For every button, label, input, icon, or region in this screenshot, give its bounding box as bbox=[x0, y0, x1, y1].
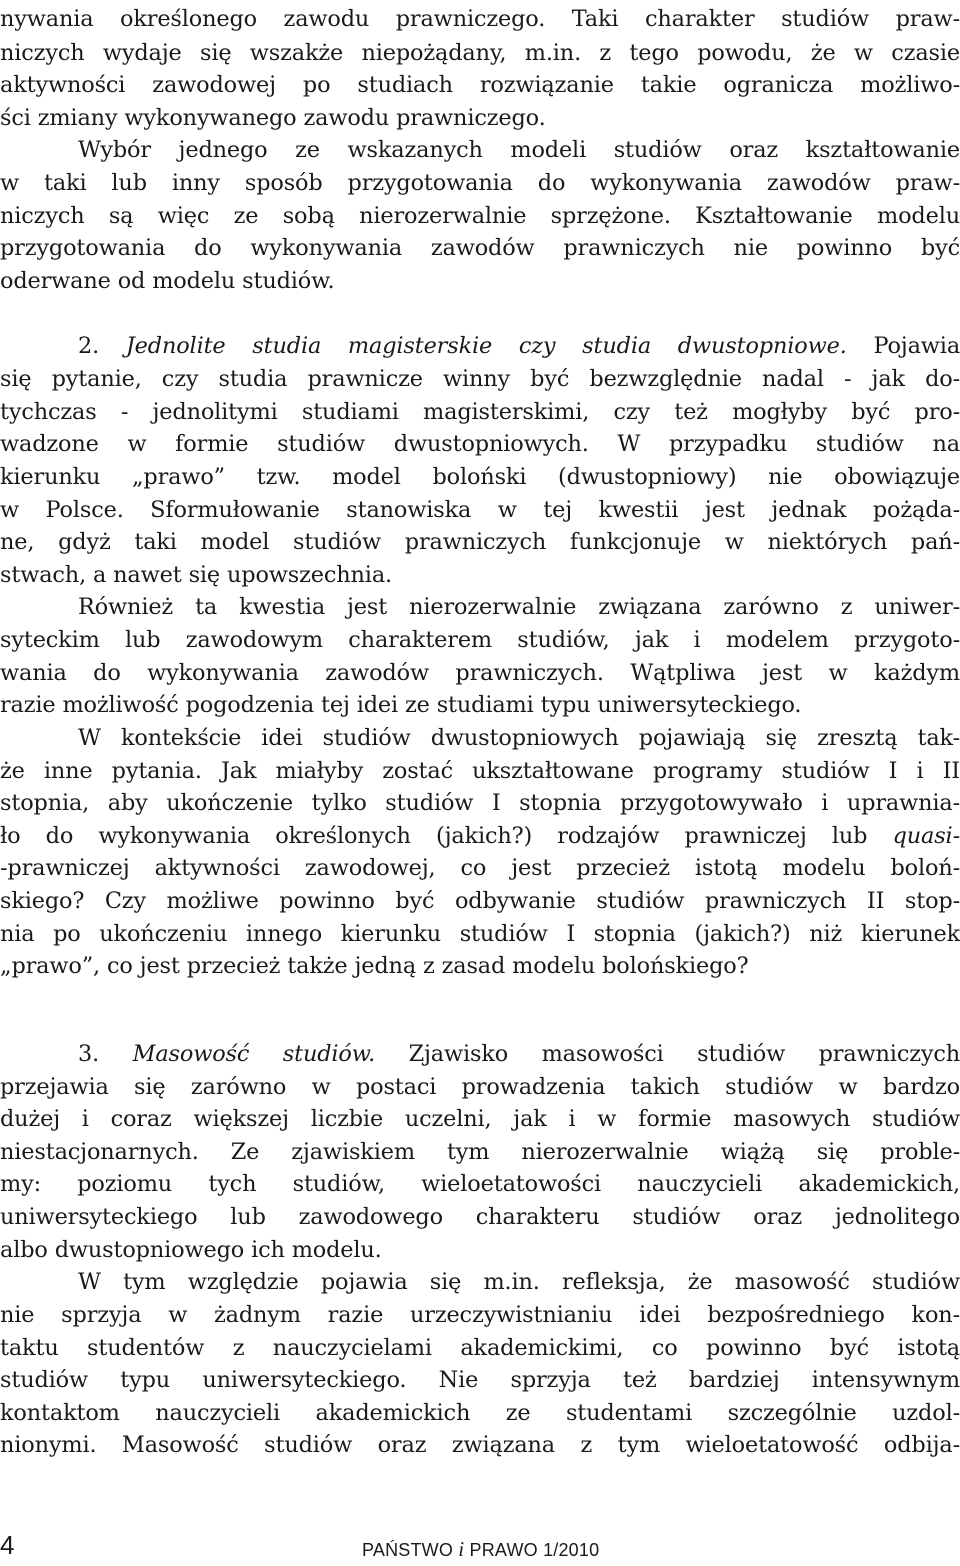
journal-title-part: PRAWO 1/2010 bbox=[464, 1540, 600, 1560]
text-line: razie możliwość pogodzenia tej idei ze studiami typu uniwersyteckiego. bbox=[0, 692, 802, 718]
journal-title-italic: i bbox=[458, 1537, 465, 1561]
text-line: niestacjonarnych. Ze zjawiskiem tym nierozerwalnie wiążą się proble- bbox=[0, 1139, 960, 1165]
text-line: tychczas - jednolitymi studiami magisterskimi, czy też mogłyby być pro- bbox=[0, 399, 960, 425]
text-line: przygotowania do wykonywania zawodów prawniczych nie powinno być bbox=[0, 235, 960, 261]
text-line: w taki lub inny sposób przygotowania do wykonywania zawodów praw- bbox=[0, 170, 960, 196]
text-line: albo dwustopniowego ich modelu. bbox=[0, 1237, 382, 1263]
text-line: nie sprzyja w żadnym razie urzeczywistnianiu idei bezpośredniego kon- bbox=[0, 1302, 960, 1328]
text-line: kontaktom nauczycieli akademickich ze studentami szczególnie uzdol- bbox=[0, 1400, 960, 1426]
text-line: nia po ukończeniu innego kierunku studiów I stopnia (jakich?) niż kierunek bbox=[0, 921, 960, 947]
text-line: my: poziomu tych studiów, wieloetatowości nauczycieli akademickich, bbox=[0, 1171, 960, 1197]
section-number: 3. bbox=[78, 1041, 133, 1067]
text-line: ne, gdyż taki model studiów prawniczych funkcjonuje w niektórych pań- bbox=[0, 529, 960, 555]
text-line: syteckim lub zawodowym charakterem studiów, jak i modelem przygoto- bbox=[0, 627, 960, 653]
text-line: W tym względzie pojawia się m.in. refleksja, że masowość studiów bbox=[78, 1269, 960, 1295]
journal-title-part: PAŃSTWO bbox=[362, 1540, 459, 1560]
text-line: niczych wydaje się wszakże niepożądany, m.in. z tego powodu, że w czasie bbox=[0, 40, 960, 66]
text-line: nionymi. Masowość studiów oraz związana z tym wieloetatowość odbija- bbox=[0, 1432, 960, 1458]
text-line: studiów typu uniwersyteckiego. Nie sprzyja też bardziej intensywnym bbox=[0, 1367, 960, 1393]
italic-word: quasi bbox=[892, 823, 953, 849]
section-heading-2 bbox=[78, 329, 960, 363]
text-segment: ło do wykonywania określonych (jakich?) rodzajów prawniczej lub bbox=[0, 823, 893, 849]
text-line: „prawo”, co jest przecież także jedną z zasad modelu bolońskiego? bbox=[0, 953, 749, 979]
text-line: ści zmiany wykonywanego zawodu prawniczego. bbox=[0, 105, 546, 131]
text-line: oderwane od modelu studiów. bbox=[0, 268, 335, 294]
text-line: stwach, a nawet się upowszechnia. bbox=[0, 562, 392, 588]
text-line: dużej i coraz większej liczbie uczelni, jak i w formie masowych studiów bbox=[0, 1106, 960, 1132]
section-number: 2. bbox=[78, 333, 126, 359]
text-line: się pytanie, czy studia prawnicze winny być bezwzględnie nadal - jak do- bbox=[0, 366, 960, 392]
text-line bbox=[0, 819, 960, 853]
text-line: -prawniczej aktywności zawodowej, co jest przecież istotą modelu boloń- bbox=[0, 855, 960, 881]
section-title: Masowość studiów. bbox=[132, 1041, 376, 1067]
text-line: przejawia się zarówno w postaci prowadzenia takich studiów w bardzo bbox=[0, 1074, 960, 1100]
text-segment: - bbox=[952, 823, 960, 849]
journal-title bbox=[362, 1536, 599, 1563]
text-line: skiego? Czy możliwe powinno być odbywanie studiów prawniczych II stop- bbox=[0, 888, 960, 914]
text-line: kierunku „prawo” tzw. model boloński (dwustopniowy) nie obowiązuje bbox=[0, 464, 960, 490]
text-line: W kontekście idei studiów dwustopniowych pojawiają się zresztą tak- bbox=[78, 725, 960, 751]
text-line: Wybór jednego ze wskazanych modeli studiów oraz kształtowanie bbox=[78, 137, 960, 163]
section-lead-text: Zjawisko masowości studiów prawniczych bbox=[375, 1041, 960, 1067]
text-line: stopnia, aby ukończenie tylko studiów I stopnia przygotowywało i uprawnia- bbox=[0, 790, 960, 816]
page-footer bbox=[0, 1528, 960, 1566]
text-line: Również ta kwestia jest nierozerwalnie związana zarówno z uniwer- bbox=[78, 594, 960, 620]
section-heading-3 bbox=[78, 1037, 960, 1071]
text-line: uniwersyteckiego lub zawodowego charakteru studiów oraz jednolitego bbox=[0, 1204, 960, 1230]
text-line: taktu studentów z nauczycielami akademickimi, co powinno być istotą bbox=[0, 1335, 960, 1361]
text-line: nywania określonego zawodu prawniczego. Taki charakter studiów praw- bbox=[0, 6, 960, 32]
text-line: w Polsce. Sformułowanie stanowiska w tej kwestii jest jednak pożąda- bbox=[0, 497, 960, 523]
section-lead-text: Pojawia bbox=[846, 333, 960, 359]
text-line: aktywności zawodowej po studiach rozwiązanie takie ogranicza możliwo- bbox=[0, 72, 960, 98]
text-line: niczych są więc ze sobą nierozerwalnie sprzężone. Kształtowanie modelu bbox=[0, 203, 960, 229]
text-line: wania do wykonywania zawodów prawniczych. Wątpliwa jest w każdym bbox=[0, 660, 960, 686]
text-line: że inne pytania. Jak miałyby zostać ukształtowane programy studiów I i II bbox=[0, 758, 960, 784]
text-line: wadzone w formie studiów dwustopniowych. W przypadku studiów na bbox=[0, 431, 960, 457]
page-number: 4 bbox=[0, 1530, 15, 1560]
section-title: Jednolite studia magisterskie czy studia dwustopniowe. bbox=[125, 333, 847, 359]
